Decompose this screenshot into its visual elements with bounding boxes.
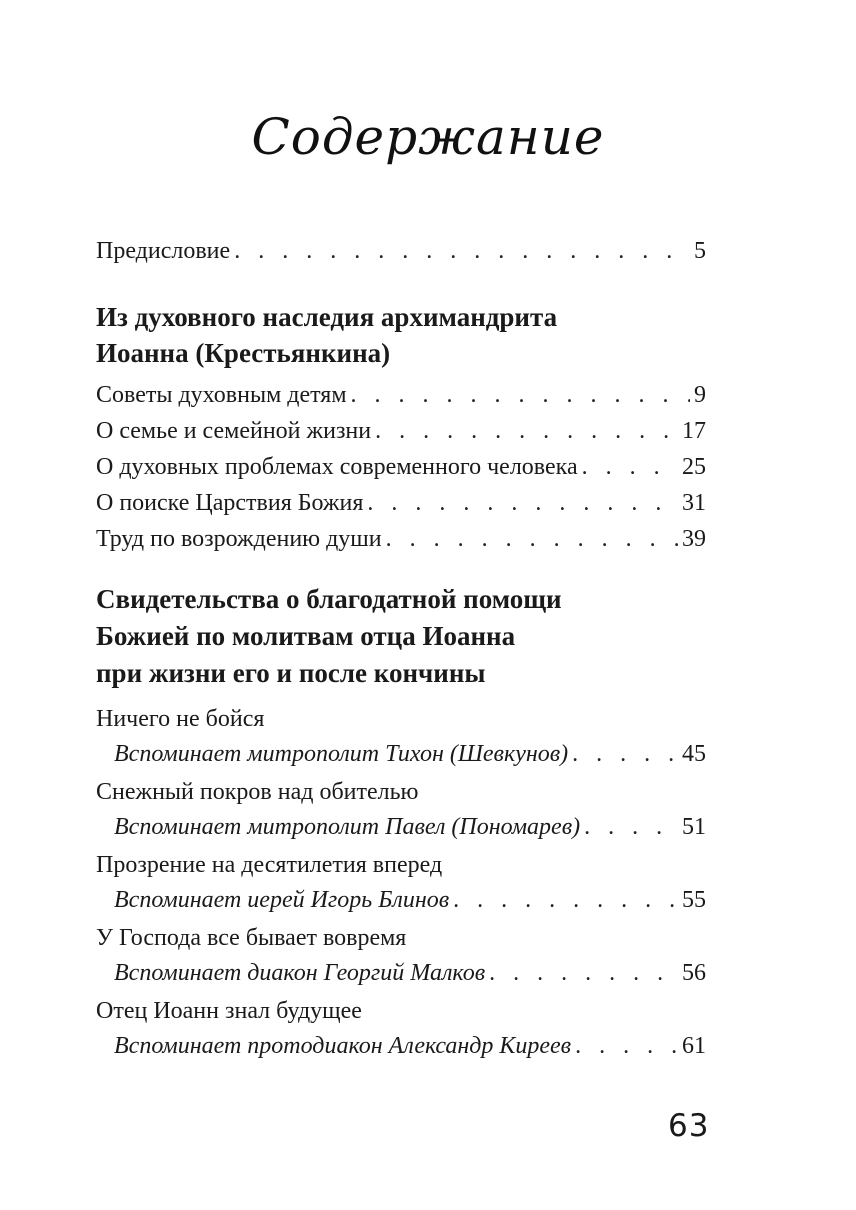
dot-leader: [367, 486, 678, 520]
section-heading: Свидетельства о благодатной помощи: [96, 584, 562, 614]
toc-entry-author: [114, 956, 706, 990]
toc-entry-page: 25: [682, 454, 706, 480]
section-heading: при жизни его и после кончины: [96, 658, 486, 688]
toc-entry-author: [114, 810, 706, 844]
dot-leader: [575, 1029, 678, 1063]
dot-leader: [351, 378, 690, 412]
toc-entry-author: [114, 737, 706, 771]
dot-leader: [234, 234, 690, 268]
toc-entry-author: [114, 883, 706, 917]
toc-entry-label: О духовных проблемах современного человека: [96, 454, 578, 480]
toc-entry-page: 61: [682, 1033, 706, 1059]
dot-leader: [584, 810, 678, 844]
toc-entry-page: 31: [682, 490, 706, 516]
section-heading: Божией по молитвам отца Иоанна: [96, 621, 516, 651]
dot-leader: [489, 956, 678, 990]
toc-entry-author: [114, 1029, 706, 1063]
dot-leader: [453, 883, 678, 917]
toc-item-title: Отец Иоанн знал будущее: [96, 998, 362, 1024]
toc-entry-page: 9: [694, 382, 706, 408]
toc-entry: [96, 450, 706, 484]
toc-entry-label: Советы духовным детям: [96, 382, 347, 408]
toc-entry: [96, 414, 706, 448]
toc-item-title: Снежный покров над обителью: [96, 779, 419, 805]
toc-entry-page: 51: [682, 814, 706, 840]
toc-entry-page: 56: [682, 960, 706, 986]
toc-entry-label: О семье и семейной жизни: [96, 418, 372, 444]
dot-leader: [582, 450, 678, 484]
toc-entry: [96, 486, 706, 520]
toc-entry: [96, 378, 706, 412]
toc-entry-label: Вспоминает протодиакон Александр Киреев: [114, 1033, 572, 1059]
section-heading: Из духовного наследия архимандрита: [96, 302, 558, 332]
dot-leader: [375, 414, 678, 448]
page-number: 63: [668, 1108, 710, 1144]
toc-entry-label: Труд по возрождению души: [96, 526, 382, 552]
toc-entry: [96, 522, 706, 556]
toc-entry-label: Вспоминает диакон Георгий Малков: [114, 960, 486, 986]
toc-item-title: Прозрение на десятилетия вперед: [96, 852, 443, 878]
toc-entry-page: 39: [682, 526, 706, 552]
toc-entry-page: 45: [682, 741, 706, 767]
toc-item-title: У Господа все бывает вовремя: [96, 925, 407, 951]
toc-entry-label: Предисловие: [96, 238, 231, 264]
toc-entry-page: 17: [682, 418, 706, 444]
dot-leader: [386, 522, 678, 556]
toc-item-title: Ничего не бойся: [96, 706, 265, 732]
toc-entry-preface: [96, 234, 706, 268]
toc-entry-label: Вспоминает митрополит Павел (Пономарев): [114, 814, 581, 840]
toc-entry-label: Вспоминает митрополит Тихон (Шевкунов): [114, 741, 569, 767]
dot-leader: [572, 737, 678, 771]
section-heading: Иоанна (Крестьянкина): [96, 338, 391, 368]
toc-entry-label: Вспоминает иерей Игорь Блинов: [114, 887, 450, 913]
toc-entry-page: 55: [682, 887, 706, 913]
toc-entry-label: О поиске Царствия Божия: [96, 490, 364, 516]
page-title: Содержание: [251, 108, 605, 166]
toc-entry-page: 5: [694, 238, 706, 264]
